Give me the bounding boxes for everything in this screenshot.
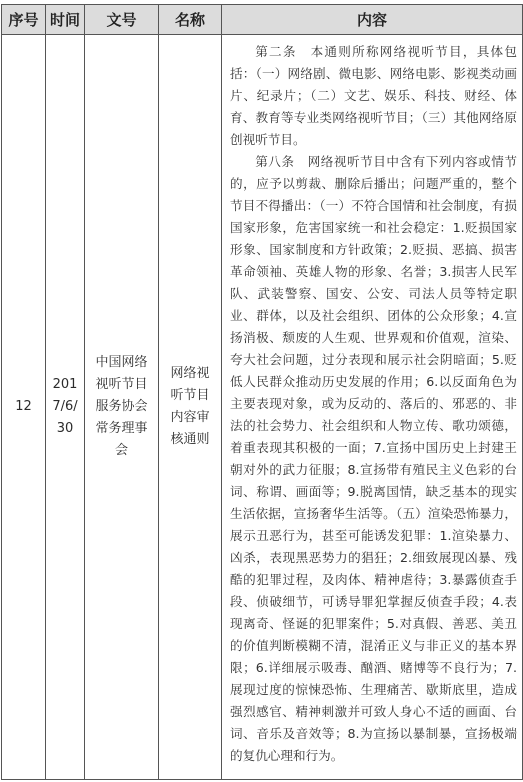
header-index: 序号 bbox=[2, 5, 46, 35]
row-name: 网络视听节目内容审核通则 bbox=[159, 35, 222, 780]
header-date: 时间 bbox=[46, 5, 85, 35]
content-paragraph-article-2: 第二条 本通则所称网络视听节目，具体包括：（一）网络剧、微电影、网络电影、影视类动画片、纪录片；（二）文艺、娱乐、科技、财经、体育、教育等专业类网络视听节目；（三）其他网络原创视听节目。 bbox=[230, 44, 517, 147]
row-index: 12 bbox=[2, 35, 46, 780]
content-paragraph-article-8: 第八条 网络视听节目中含有下列内容或情节的，应予以剪裁、删除后播出；问题严重的，整个节目不得播出：（一）不符合国情和社会制度，有损国家形象，危害国家统一和社会稳定：1.贬损国家形象、国家制度和方针政策；2.贬损、恶搞、损害革命领袖、英雄人物的形象、名誉；3.损害人民军队、武装警察、国安、公安、司法人员等特定职业、群体，以及社会组织、团体的公众形象；4.宣扬消极、颓废的人生观、世界观和价值观，渲染、夸大社会问题，过分表现和展示社会阴暗面；5.贬低人民群众推动历史发展的作用；6.以反面角色为主要表现对象，或为反动的、落后的、邪恶的、非法的社会势力、社会组织和人物立传、歌功颂德，着重表现其积极的一面；7.宣扬中国历史上封建王朝对外的武力征服；8.宣扬带有殖民主义色彩的台词、称谓、画面等；9.脱离国情，缺乏基本的现实生活依据，宣扬奢华生活等。（五）渲染恐怖暴力，展示丑恶行为，甚至可能诱发犯罪：1.渲染暴力、凶杀，表现黑恶势力的猖狂；2.细致展现凶暴、残酷的犯罪过程，及肉体、精神虐待；3.暴露侦查手段、侦破细节，可诱导罪犯掌握反侦查手段；4.表现离奇、怪诞的犯罪案件；5.对真假、善恶、美丑的价值判断模糊不清，混淆正义与非正义的基本界限；6.详细展示吸毒、酗酒、赌博等不良行为；7.展现过度的惊悚恐怖、生理痛苦、歇斯底里，造成强烈感官、精神刺激并可致人身心不适的画面、台词、音乐及音效等；8.为宣扬以暴制暴，宣扬极端的复仇心理和行为。 bbox=[230, 154, 517, 763]
regulation-table bbox=[1, 4, 523, 780]
row-issuer: 中国网络视听节目服务协会常务理事会 bbox=[85, 35, 159, 780]
table-header-row bbox=[2, 5, 523, 35]
header-name: 名称 bbox=[159, 5, 222, 35]
row-date: 2017/6/30 bbox=[46, 35, 85, 780]
header-doc-number: 文号 bbox=[85, 5, 159, 35]
row-content bbox=[222, 35, 523, 780]
header-content: 内容 bbox=[222, 5, 523, 35]
table-row bbox=[2, 35, 523, 780]
